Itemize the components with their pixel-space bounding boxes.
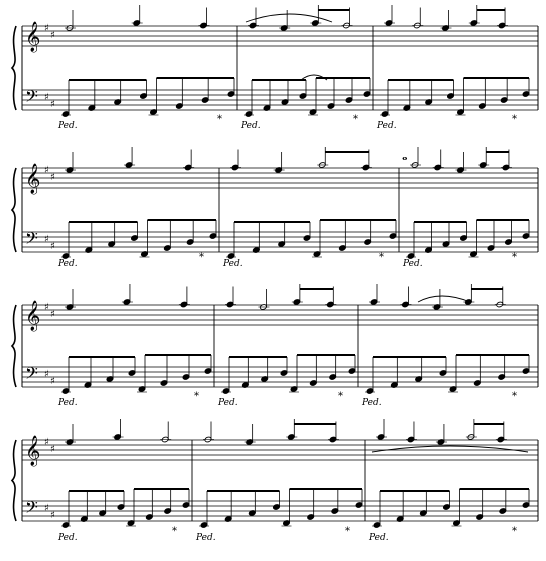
measure	[57, 284, 212, 408]
pedal-up-mark: *	[199, 252, 204, 263]
treble-staff	[22, 26, 538, 46]
pedal-up-mark: *	[512, 252, 517, 263]
sharp-sign: ♯	[50, 510, 55, 521]
measure	[240, 5, 371, 131]
pedal-down-mark: Ped.	[58, 533, 78, 543]
pedal-down-mark: Ped.	[58, 259, 78, 269]
system-2	[12, 147, 538, 269]
pedal-down-mark: Ped.	[403, 259, 423, 269]
measure	[57, 419, 190, 543]
sharp-sign: ♯	[50, 172, 55, 183]
measure	[195, 419, 363, 543]
pedal-down-mark: Ped.	[369, 533, 389, 543]
brace	[12, 440, 16, 521]
sharp-sign: ♯	[50, 309, 55, 320]
treble-clef: 𝄞	[25, 301, 41, 331]
pedal-up-mark: *	[379, 252, 384, 263]
sharp-sign: ♯	[44, 234, 49, 245]
pedal-down-mark: Ped.	[223, 259, 243, 269]
sharp-sign: ♯	[44, 369, 49, 380]
sharp-sign: ♯	[50, 99, 55, 110]
pedal-up-mark: *	[512, 114, 517, 125]
pedal-down-mark: Ped.	[196, 533, 216, 543]
tie	[246, 14, 332, 22]
bass-staff	[22, 501, 538, 521]
measure	[222, 147, 397, 269]
bass-clef: 𝄢	[25, 497, 38, 521]
sharp-sign: ♯	[50, 241, 55, 252]
pedal-down-mark: Ped.	[362, 398, 382, 408]
treble-staff	[22, 440, 538, 460]
pedal-up-mark: *	[172, 526, 177, 537]
measure	[368, 419, 530, 543]
measure	[402, 147, 530, 269]
pedal-up-mark: *	[345, 526, 350, 537]
bass-staff	[22, 367, 538, 387]
system-3	[12, 284, 538, 408]
bass-clef: 𝄢	[25, 363, 38, 387]
treble-clef: 𝄞	[25, 164, 41, 194]
pedal-up-mark: *	[512, 526, 517, 537]
sharp-sign: ♯	[50, 376, 55, 387]
measure	[57, 5, 235, 131]
system-4	[12, 419, 538, 543]
sharp-sign: ♯	[44, 23, 49, 34]
sharp-sign: ♯	[44, 437, 49, 448]
sharp-sign: ♯	[44, 503, 49, 514]
pedal-up-mark: *	[338, 391, 343, 402]
pedal-down-mark: Ped.	[218, 398, 238, 408]
bass-staff	[22, 90, 538, 110]
sharp-sign: ♯	[50, 30, 55, 41]
pedal-down-mark: Ped.	[58, 398, 78, 408]
brace	[12, 168, 16, 252]
sharp-sign: ♯	[50, 444, 55, 455]
treble-clef: 𝄞	[25, 436, 41, 466]
pedal-up-mark: *	[353, 114, 358, 125]
whole-note: 𝅝	[402, 148, 408, 164]
pedal-up-mark: *	[194, 391, 199, 402]
brace	[12, 305, 16, 387]
brace	[12, 26, 16, 110]
pedal-up-mark: *	[512, 391, 517, 402]
bass-clef: 𝄢	[25, 86, 38, 110]
sharp-sign: ♯	[44, 165, 49, 176]
measure	[361, 284, 530, 408]
measure	[57, 147, 217, 269]
sharp-sign: ♯	[44, 302, 49, 313]
pedal-down-mark: Ped.	[58, 121, 78, 131]
measure	[217, 284, 356, 408]
systems-layer	[12, 5, 538, 543]
tie	[372, 446, 528, 452]
bass-clef: 𝄢	[25, 228, 38, 252]
measure	[376, 5, 530, 131]
sharp-sign: ♯	[44, 92, 49, 103]
system-1	[12, 5, 538, 131]
tie	[418, 296, 470, 302]
pedal-up-mark: *	[217, 114, 222, 125]
treble-staff	[22, 305, 538, 325]
pedal-down-mark: Ped.	[241, 121, 261, 131]
treble-clef: 𝄞	[25, 22, 41, 52]
pedal-down-mark: Ped.	[377, 121, 397, 131]
